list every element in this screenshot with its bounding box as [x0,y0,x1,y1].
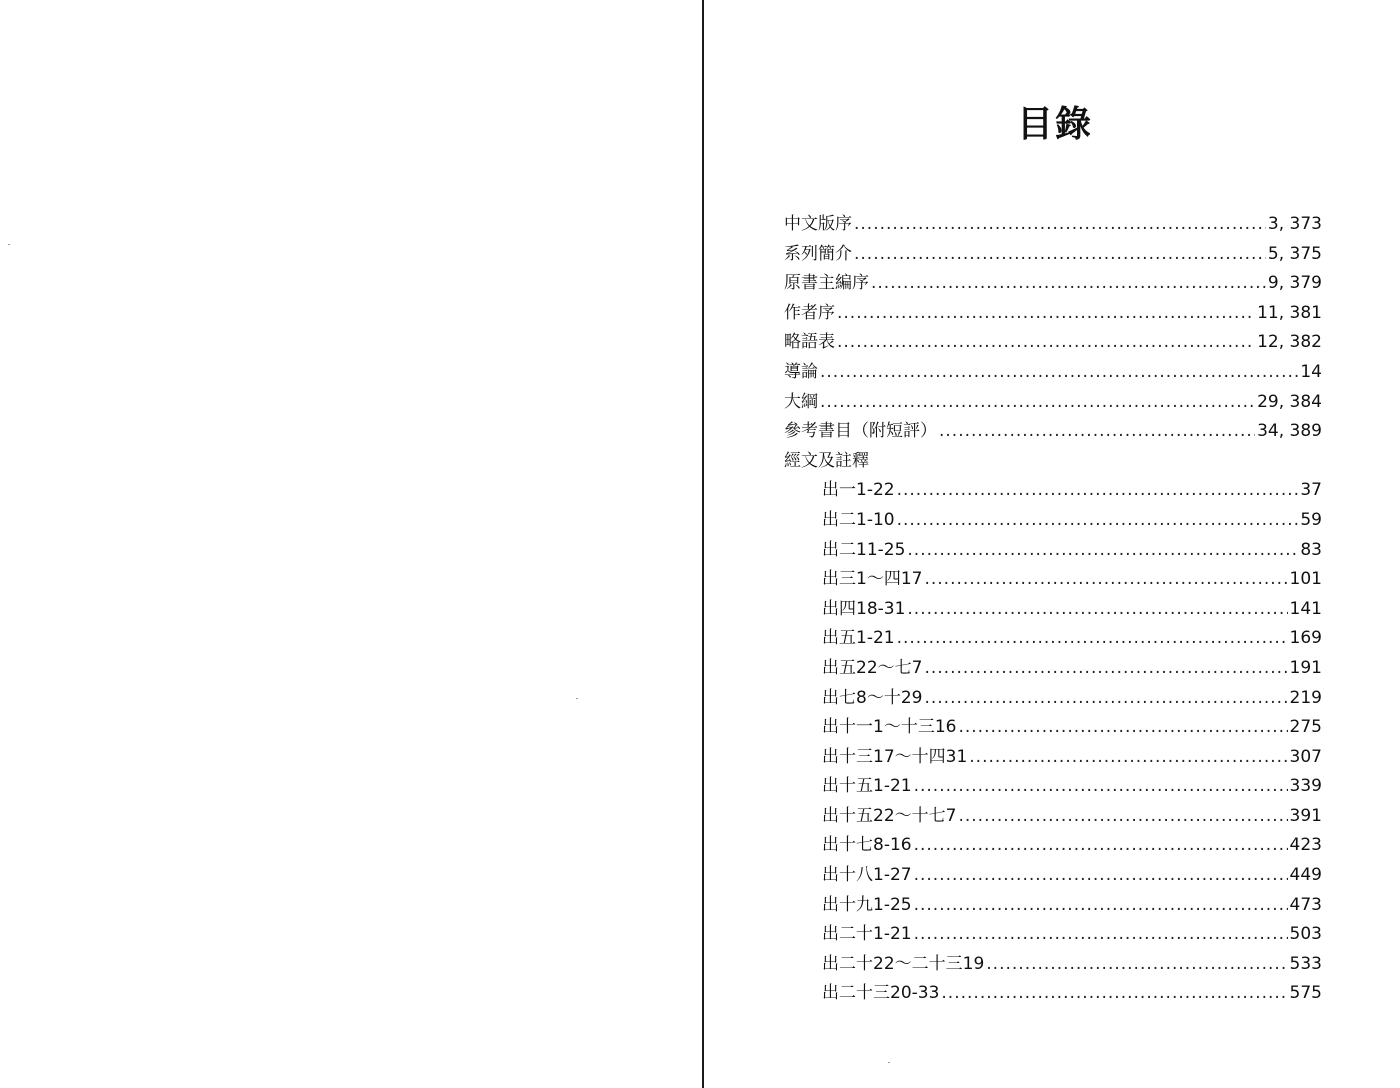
entry-title: 出十一1～十三16 [822,717,957,738]
entry-page-number: 12, 382 [1257,332,1322,353]
dot-leader [924,684,1287,714]
dot-leader [820,388,1255,418]
dot-leader [939,417,1255,447]
entry-title: 出三1～四17 [822,569,923,590]
page-title: 目錄 [1016,104,1093,145]
toc-subentry [822,536,1322,566]
entry-title: 出四18-31 [822,598,906,619]
toc-entry [784,269,1322,299]
dot-leader [854,240,1266,270]
entry-title: 出十五1-21 [822,776,912,797]
entry-page-number: 503 [1289,924,1322,945]
dot-leader [837,328,1255,358]
entry-page-number: 473 [1289,894,1322,915]
entry-title: 出五1-21 [822,628,895,649]
toc-subentry [822,743,1322,773]
entry-title: 出十三17～十四31 [822,746,968,767]
entry-page-number: 169 [1289,628,1322,649]
toc-subentry [822,713,1322,743]
entry-page-number: 575 [1289,983,1322,1004]
entry-title: 出二十1-21 [822,924,912,945]
toc-subentry [822,772,1322,802]
dot-leader [897,506,1299,536]
paper-speck [576,698,578,699]
entry-page-number: 83 [1300,539,1322,560]
toc-subentry [822,476,1322,506]
dot-leader [958,713,1287,743]
toc-entry [784,210,1322,240]
entry-page-number: 59 [1300,509,1322,530]
entry-page-number: 191 [1289,657,1322,678]
entry-title: 參考書目（附短評） [784,421,937,442]
entry-page-number: 14 [1300,361,1322,382]
table-of-contents [784,210,1322,1009]
entry-page-number: 449 [1289,865,1322,886]
entry-page-number: 307 [1289,746,1322,767]
dot-leader [914,861,1288,891]
toc-entry [784,328,1322,358]
entry-title: 出十七8-16 [822,835,912,856]
dot-leader [924,565,1287,595]
dot-leader [969,743,1287,773]
dot-leader [907,595,1287,625]
toc-subentry [822,802,1322,832]
toc-subentry [822,831,1322,861]
entry-title: 出一1-22 [822,480,895,501]
entry-page-number: 141 [1289,598,1322,619]
dot-leader [897,476,1299,506]
entry-page-number: 533 [1289,953,1322,974]
entry-title: 作者序 [784,302,835,323]
entry-title: 出十五22～十七7 [822,805,957,826]
entry-title: 出二11-25 [822,539,906,560]
toc-subentry [822,654,1322,684]
dot-leader [897,624,1288,654]
dot-leader [914,891,1288,921]
entry-title: 出十八1-27 [822,865,912,886]
toc-subentry [822,624,1322,654]
toc-entry [784,358,1322,388]
entry-title: 出七8～十29 [822,687,923,708]
toc-subentry [822,950,1322,980]
entry-page-number: 391 [1289,805,1322,826]
entry-title: 出二1-10 [822,509,895,530]
dot-leader [986,950,1287,980]
toc-subentry [822,684,1322,714]
entry-title: 略語表 [784,332,835,353]
entry-title: 經文及註釋 [784,450,869,471]
entry-page-number: 9, 379 [1267,273,1322,294]
toc-subentry [822,891,1322,921]
entry-page-number: 219 [1289,687,1322,708]
entry-title: 系列簡介 [784,243,852,264]
entry-title: 出十九1-25 [822,894,912,915]
entry-page-number: 3, 373 [1267,214,1322,234]
dot-leader [914,831,1288,861]
entry-title: 中文版序 [784,214,852,234]
entry-title: 出二十22～二十三19 [822,953,985,974]
entry-page-number: 11, 381 [1257,302,1322,323]
toc-subentry [822,565,1322,595]
entry-page-number: 101 [1289,569,1322,590]
toc-subentry [822,861,1322,891]
dot-leader [914,772,1288,802]
toc-subentry [822,595,1322,625]
entry-title: 原書主編序 [784,273,869,294]
entry-page-number: 339 [1289,776,1322,797]
entry-page-number: 275 [1289,717,1322,738]
toc-entry [784,240,1322,270]
toc-entry [784,447,1322,477]
dot-leader [924,654,1287,684]
entry-page-number: 423 [1289,835,1322,856]
toc-entry [784,417,1322,447]
toc-entry [784,299,1322,329]
dot-leader [871,269,1266,299]
entry-page-number: 34, 389 [1257,421,1322,442]
paper-speck [888,1062,890,1063]
entry-title: 導論 [784,361,818,382]
entry-title: 大綱 [784,391,818,412]
entry-title: 出五22～七7 [822,657,923,678]
toc-subentry [822,506,1322,536]
entry-page-number: 5, 375 [1267,243,1322,264]
toc-subentry [822,979,1322,1009]
dot-leader [941,979,1287,1009]
book-spine-divider [702,0,704,1088]
dot-leader [837,299,1255,329]
toc-subentry [822,920,1322,950]
entry-page-number: 29, 384 [1257,391,1322,412]
dot-leader [958,802,1287,832]
dot-leader [854,210,1266,240]
entry-page-number: 37 [1300,480,1322,501]
dot-leader [820,358,1298,388]
entry-title: 出二十三20-33 [822,983,940,1004]
toc-entry [784,388,1322,418]
dot-leader [907,536,1298,566]
dot-leader [914,920,1288,950]
paper-speck [8,244,10,245]
